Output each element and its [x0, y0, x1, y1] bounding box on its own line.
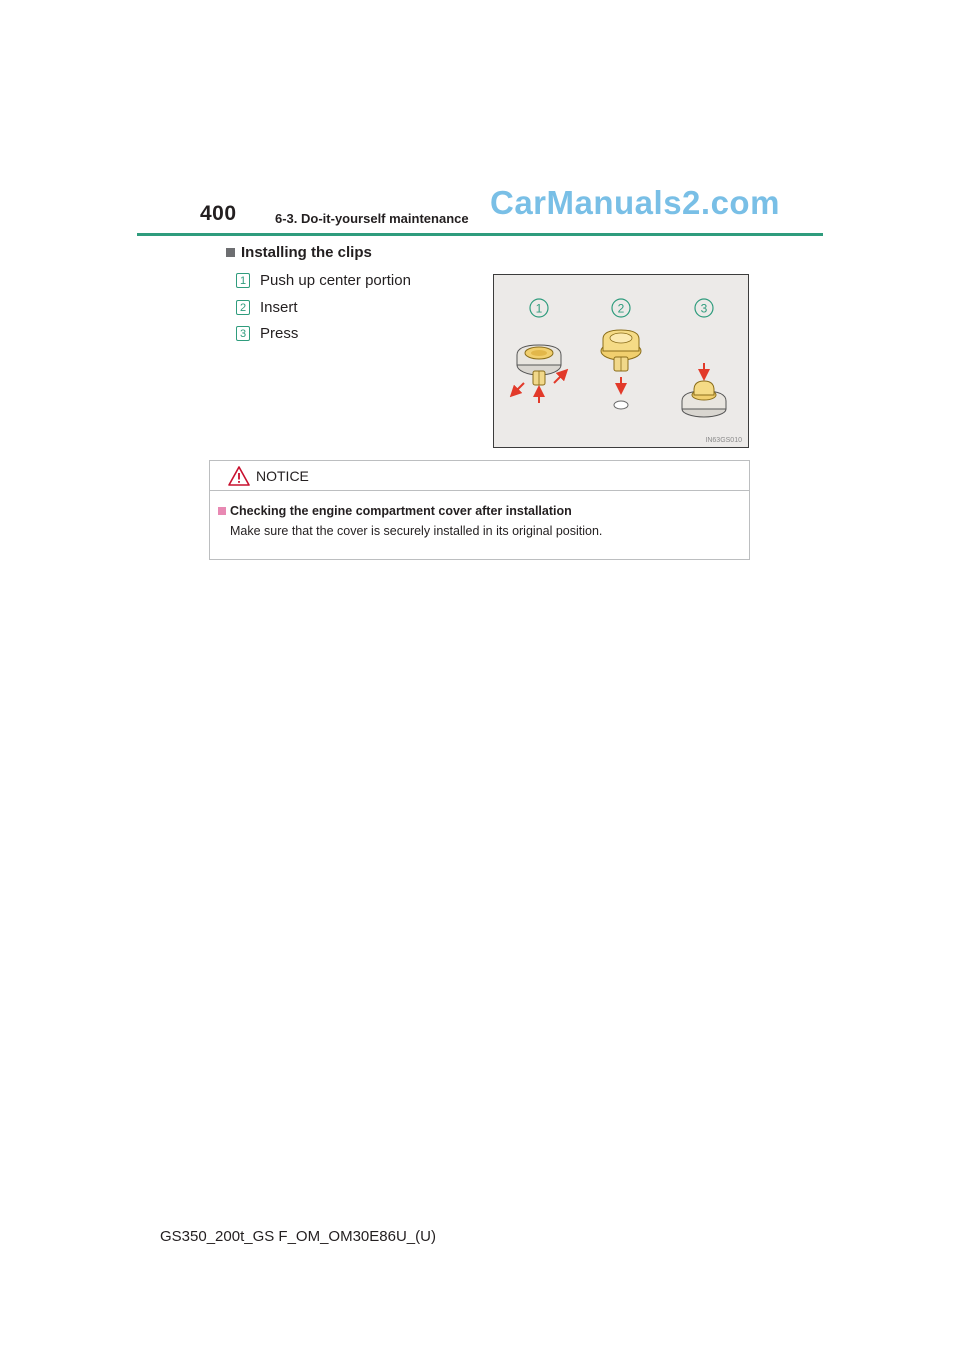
clip-illustration: [494, 275, 748, 447]
clip-3-drawing: [682, 363, 726, 417]
notice-item-title-text: Checking the engine compartment cover after installation: [230, 504, 572, 518]
step-text: Insert: [260, 299, 298, 316]
page-number: 400: [200, 202, 237, 225]
clip-2-drawing: [601, 330, 641, 409]
warning-triangle-icon: [228, 466, 250, 486]
section-heading-text: Installing the clips: [241, 244, 372, 261]
square-bullet-icon: [218, 507, 226, 515]
step-number-badge: 3: [236, 326, 250, 341]
notice-item-text: Make sure that the cover is securely installed in its original position.: [230, 524, 603, 538]
section-heading: [226, 244, 372, 261]
step-number-badge: 1: [236, 273, 250, 288]
header-rule: [137, 233, 823, 236]
notice-body: [210, 491, 749, 538]
document-footer: GS350_200t_GS F_OM_OM30E86U_(U): [160, 1228, 436, 1245]
figure-label-3: 3: [700, 301, 708, 316]
clip-1-drawing: [514, 345, 564, 403]
clip-installation-figure: [493, 274, 749, 448]
figure-step-labels: [530, 299, 713, 317]
step-number-badge: 2: [236, 300, 250, 315]
watermark-link[interactable]: CarManuals2.com: [490, 184, 780, 221]
notice-box: [209, 460, 750, 560]
notice-item-title: [218, 504, 749, 518]
figure-label-1: 1: [535, 301, 543, 316]
figure-code: IN63GS010: [705, 437, 742, 444]
section-title: 6-3. Do-it-yourself maintenance: [275, 211, 469, 226]
step-text: Press: [260, 325, 299, 342]
notice-header: [210, 461, 749, 491]
figure-label-2: 2: [617, 301, 625, 316]
notice-label: NOTICE: [256, 467, 309, 484]
step-text: Push up center portion: [260, 272, 411, 289]
step-item: [236, 272, 411, 289]
square-bullet-icon: [226, 248, 235, 257]
step-item: [236, 299, 298, 316]
step-item: [236, 325, 298, 342]
